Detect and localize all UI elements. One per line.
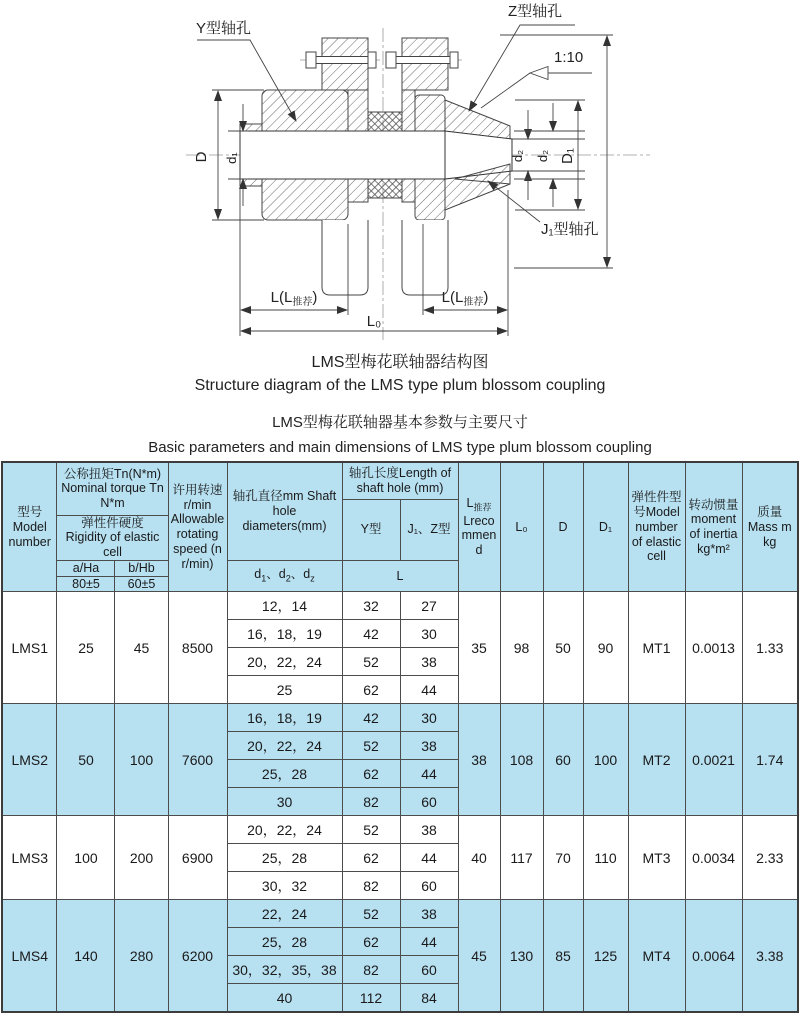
clamp-legs: [322, 220, 448, 295]
speed-cell: 7600: [168, 704, 227, 816]
y-length-cell: 52: [342, 732, 400, 760]
D-cell: 60: [543, 704, 583, 816]
inertia-cell: 0.0034: [685, 816, 742, 900]
l0-cell: 98: [500, 592, 543, 704]
jz-length-cell: 60: [400, 788, 458, 816]
lrec-cell: 38: [458, 704, 500, 816]
header-a-ha: a/Ha: [57, 560, 115, 576]
y-length-cell: 52: [342, 816, 400, 844]
shaft-dia-cell: 25，28: [227, 844, 342, 872]
elastic-cell: MT2: [628, 704, 685, 816]
torque-b-cell: 100: [115, 704, 168, 816]
shaft-dia-cell: 20，22，24: [227, 732, 342, 760]
dim-d2-small-label: d₂: [510, 149, 525, 163]
mass-cell: 3.38: [742, 900, 798, 1012]
jz-length-cell: 38: [400, 900, 458, 928]
header-d-subscripts: $d_1$、$d_2$、$d_z$: [227, 560, 342, 592]
D-cell: 70: [543, 816, 583, 900]
D1-cell: 100: [583, 704, 628, 816]
y-length-cell: 52: [342, 900, 400, 928]
jz-length-cell: 44: [400, 676, 458, 704]
torque-b-cell: 280: [115, 900, 168, 1012]
mass-cell: 1.74: [742, 704, 798, 816]
shaft-dia-cell: 22，24: [227, 900, 342, 928]
model-cell: LMS4: [2, 900, 57, 1012]
inertia-cell: 0.0013: [685, 592, 742, 704]
l0-cell: 117: [500, 816, 543, 900]
table-row: [2, 592, 798, 620]
l0-cell: 130: [500, 900, 543, 1012]
torque-a-cell: 25: [57, 592, 115, 704]
shaft-dia-cell: 16，18，19: [227, 620, 342, 648]
shaft-dia-cell: 40: [227, 984, 342, 1012]
shaft-dia-cell: 20，22，24: [227, 648, 342, 676]
shaft-dia-cell: 30: [227, 788, 342, 816]
torque-b-cell: 200: [115, 816, 168, 900]
dim-d2-big-label: d₂: [535, 149, 550, 163]
table-row: [2, 900, 798, 928]
parameters-table: [1, 461, 799, 1013]
header-L-span: L: [342, 560, 458, 592]
jz-length-cell: 60: [400, 872, 458, 900]
jz-length-cell: 84: [400, 984, 458, 1012]
jz-length-cell: 44: [400, 928, 458, 956]
model-cell: LMS2: [2, 704, 57, 816]
table-row: [2, 816, 798, 844]
j1-bore-label: J₁型轴孔: [541, 221, 599, 238]
header-b-hb: b/Hb: [115, 560, 168, 576]
table-row: [2, 704, 798, 732]
D-cell: 85: [543, 900, 583, 1012]
y-length-cell: 62: [342, 760, 400, 788]
torque-a-cell: 140: [57, 900, 115, 1012]
header-inertia: 转动惯量 moment of inertia kg*m²: [685, 462, 742, 592]
y-length-cell: 42: [342, 704, 400, 732]
table-title-zh: LMS型梅花联轴器基本参数与主要尺寸: [272, 414, 528, 431]
y-length-cell: 62: [342, 676, 400, 704]
inertia-cell: 0.0021: [685, 704, 742, 816]
shaft-dia-cell: 25，28: [227, 928, 342, 956]
dim-L0-label: L₀: [366, 313, 382, 330]
header-l-recommend: $L_{推荐}$ Lrecommend: [458, 462, 500, 592]
model-cell: LMS1: [2, 592, 57, 704]
header-jz-type: J₁、Z型: [400, 499, 458, 560]
speed-cell: 6900: [168, 816, 227, 900]
lrec-cell: 40: [458, 816, 500, 900]
jz-length-cell: 60: [400, 956, 458, 984]
jz-length-cell: 38: [400, 648, 458, 676]
mass-cell: 2.33: [742, 816, 798, 900]
header-elastic-model: 弹性件型号Model number of elasticcell: [628, 462, 685, 592]
torque-a-cell: 100: [57, 816, 115, 900]
jz-length-cell: 38: [400, 732, 458, 760]
y-bore-label: Y型轴孔: [196, 20, 252, 37]
diagram-caption-en: Structure diagram of the LMS type plum blossom coupling: [194, 377, 606, 394]
header-torque: 公称扭矩Tn(N*m) Nominal torque Tn N*m: [57, 462, 168, 515]
header-D: D: [543, 462, 583, 592]
D-cell: 50: [543, 592, 583, 704]
y-length-cell: 82: [342, 872, 400, 900]
jz-length-cell: 44: [400, 760, 458, 788]
jz-length-cell: 27: [400, 592, 458, 620]
dim-D1-label: D₁: [559, 148, 576, 164]
header-D1: D₁: [583, 462, 628, 592]
dim-D-label: D: [193, 151, 210, 163]
dim-L-left-label: $L(L_{推荐})$: [270, 289, 318, 308]
header-speed: 许用转速 r/min Allowable rotating speed (n r/min): [168, 462, 227, 592]
y-length-cell: 52: [342, 648, 400, 676]
D1-cell: 125: [583, 900, 628, 1012]
header-rigidity: 弹性件硬度 Rigidity of elastic cell: [57, 515, 168, 560]
bores: [240, 131, 512, 179]
jz-length-cell: 44: [400, 844, 458, 872]
speed-cell: 6200: [168, 900, 227, 1012]
shaft-dia-cell: 25，28: [227, 760, 342, 788]
y-length-cell: 42: [342, 620, 400, 648]
elastic-cell: MT1: [628, 592, 685, 704]
dim-L-right-label: $L(L_{推荐})$: [441, 289, 489, 308]
jz-length-cell: 30: [400, 620, 458, 648]
header-L0: L₀: [500, 462, 543, 592]
structure-diagram: [0, 0, 800, 342]
header-model: 型号 Model number: [2, 462, 57, 592]
torque-b-cell: 45: [115, 592, 168, 704]
table-title-en: Basic parameters and main dimensions of LMS type plum blossom coupling: [148, 439, 652, 456]
l0-cell: 108: [500, 704, 543, 816]
y-length-cell: 82: [342, 956, 400, 984]
header-hole-length: 轴孔长度Length of shaft hole (mm): [342, 462, 458, 499]
dim-d1-label: d₁: [224, 152, 239, 164]
taper-ratio-label: 1:10: [554, 49, 584, 66]
y-length-cell: 32: [342, 592, 400, 620]
torque-a-cell: 50: [57, 704, 115, 816]
lrec-cell: 35: [458, 592, 500, 704]
model-cell: LMS3: [2, 816, 57, 900]
header-y-type: Y型: [342, 499, 400, 560]
speed-cell: 8500: [168, 592, 227, 704]
mass-cell: 1.33: [742, 592, 798, 704]
shaft-dia-cell: 30，32: [227, 872, 342, 900]
D1-cell: 110: [583, 816, 628, 900]
shaft-dia-cell: 16，18，19: [227, 704, 342, 732]
diagram-caption-zh: LMS型梅花联轴器结构图: [311, 354, 489, 371]
y-length-cell: 62: [342, 844, 400, 872]
inertia-cell: 0.0064: [685, 900, 742, 1012]
y-length-cell: 112: [342, 984, 400, 1012]
jz-length-cell: 30: [400, 704, 458, 732]
header-shaft-dia: 轴孔直径mm Shaft hole diameters(mm): [227, 462, 342, 560]
y-length-cell: 82: [342, 788, 400, 816]
elastic-cell: MT4: [628, 900, 685, 1012]
header-b-value: 60±5: [115, 576, 168, 592]
shaft-dia-cell: 20，22，24: [227, 816, 342, 844]
shaft-dia-cell: 12，14: [227, 592, 342, 620]
D1-cell: 90: [583, 592, 628, 704]
shaft-dia-cell: 30，32，35，38: [227, 956, 342, 984]
y-length-cell: 62: [342, 928, 400, 956]
elastic-cell: MT3: [628, 816, 685, 900]
z-bore-label: Z型轴孔: [508, 3, 563, 20]
header-mass: 质量 Mass m kg: [742, 462, 798, 592]
jz-length-cell: 38: [400, 816, 458, 844]
lrec-cell: 45: [458, 900, 500, 1012]
shaft-dia-cell: 25: [227, 676, 342, 704]
header-a-value: 80±5: [57, 576, 115, 592]
